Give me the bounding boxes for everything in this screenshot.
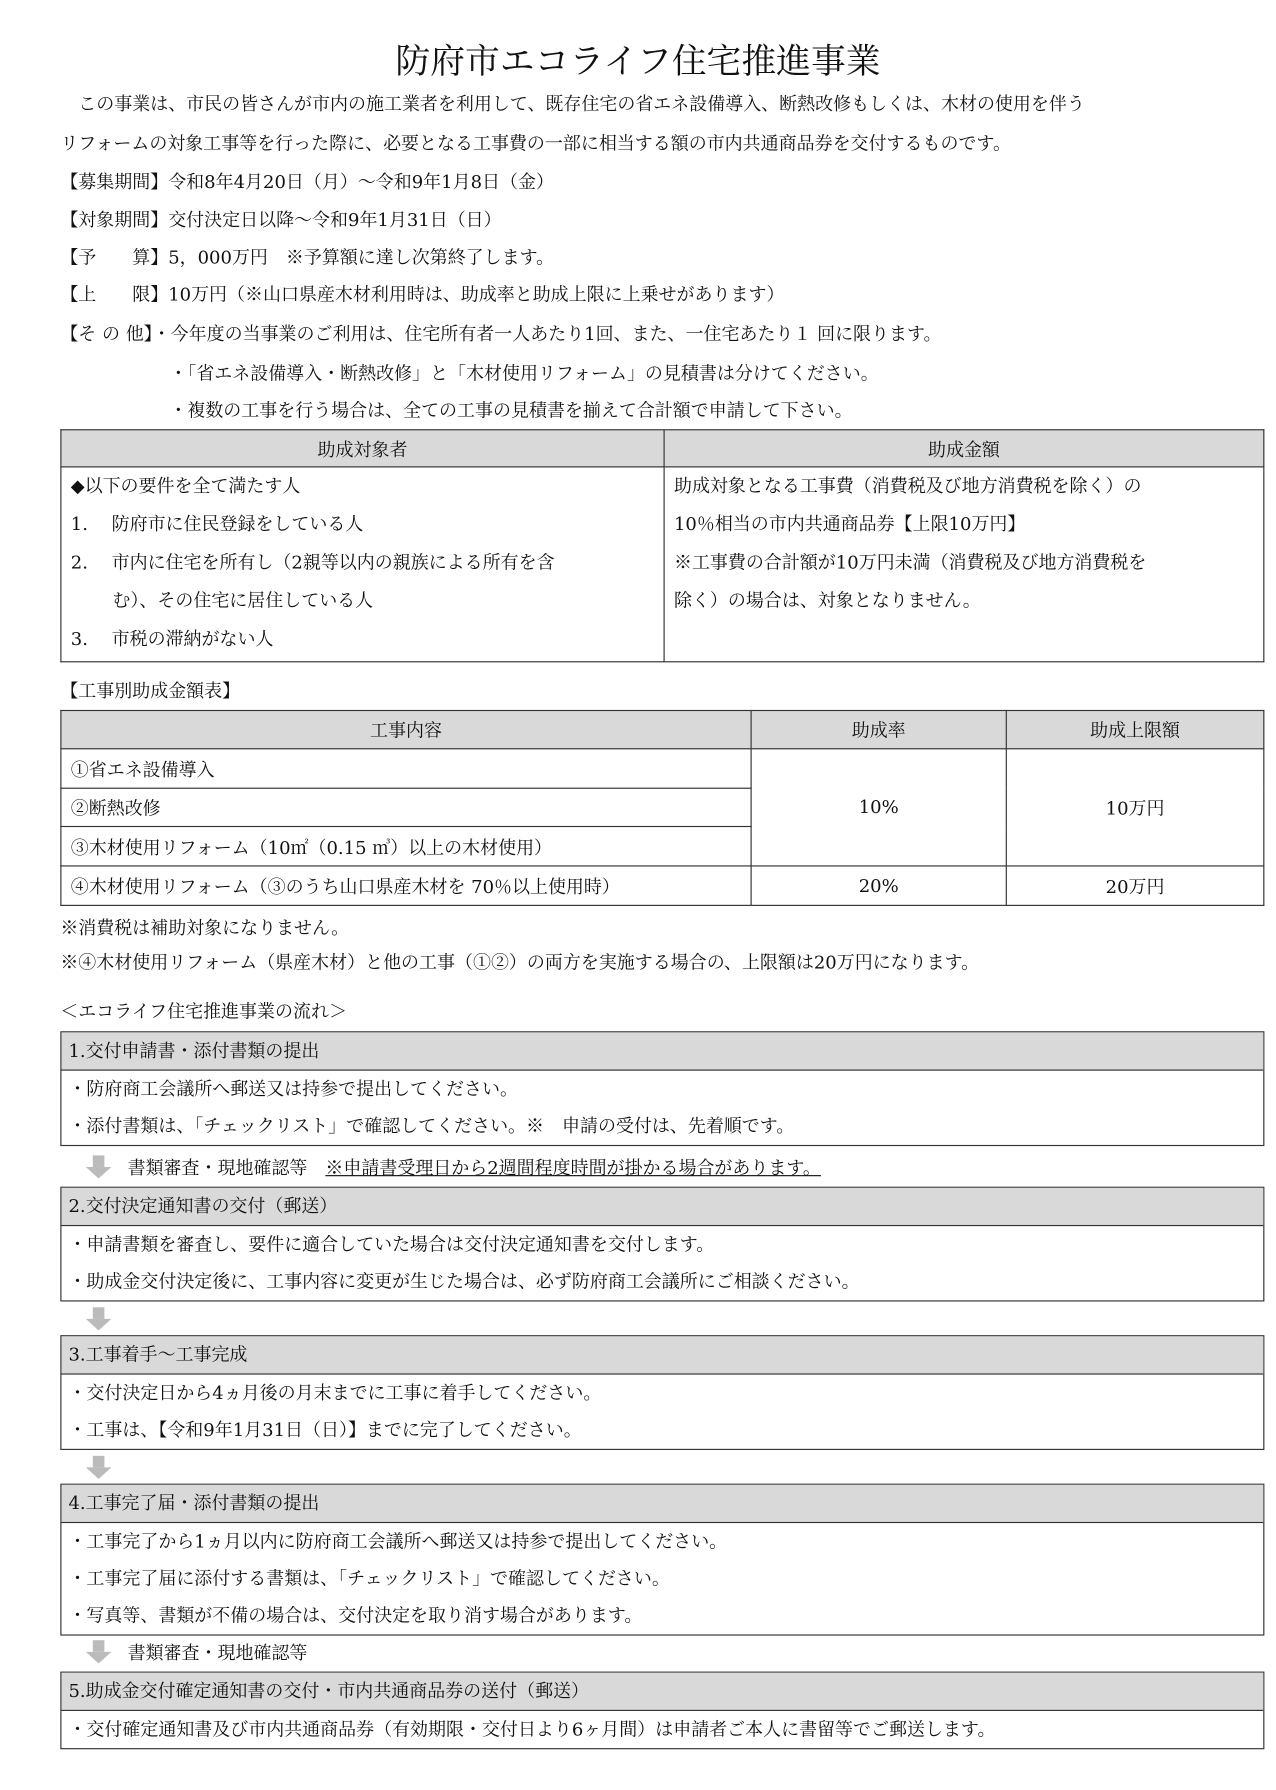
flow-step-1 [60,1031,1264,1146]
header-eligible: 助成対象者 [61,430,664,467]
step-line: ・助成金交付決定後に、工事内容に変更が生じた場合は、必ず防府商工会議所にご相談ください。 [68,1271,860,1293]
eligibility-item: ◆以下の要件を全て満たす人 [70,475,301,497]
step-heading: 3.工事着手～工事完成 [61,1336,1263,1374]
info-budget: 【予 算】5，000万円 ※予算額に達し次第終了します。 [60,247,555,268]
rate-value: 20% [751,866,1006,905]
step-line: ・写真等、書類が不備の場合は、交付決定を取り消す場合があります。 [68,1605,643,1627]
info-limit: 【上 限】10万円（※山口県産木材利用時は、助成率と助成上限に上乗せがあります） [60,284,785,306]
flow-step-5 [60,1672,1264,1750]
step-heading: 4.工事完了届・添付書類の提出 [61,1485,1263,1523]
step-heading: 1.交付申請書・添付書類の提出 [61,1032,1263,1070]
step-line: ・交付確定通知書及び市内共通商品券（有効期限・交付日より6ヶ月間）は申請者ご本人に書留等でご郵送します。 [68,1719,996,1740]
eligibility-item: む）、その住宅に居住している人 [70,590,374,612]
info-other-note: ・「省エネ設備導入・断熱改修」と「木材使用リフォーム」の見積書は分けてください。 [169,363,879,384]
rates-label: 【工事別助成金額表】 [60,680,241,702]
arrow-text: 書類審査・現地確認等 [127,1642,308,1664]
step-line: ・交付決定日から4ヵ月後の月末までに工事に着手してください。 [68,1382,602,1404]
eligibility-item: 1. 防府市に住民登録をしている人 [70,513,364,535]
step-line: ・申請書類を審査し、要件に適合していた場合は交付決定通知書を交付します。 [68,1234,715,1256]
info-recruitment: 【募集期間】令和8年4月20日（月）～令和9年1月8日（金） [60,171,554,193]
header-rate: 助成率 [751,711,1006,749]
eligibility-table [60,429,1264,662]
step-line: ・添付書類は、「チェックリスト」で確認してください。※ 申請の受付は、先着順です。 [68,1115,795,1137]
work-item: ④木材使用リフォーム（③のうち山口県産木材を 70％以上使用時） [61,866,751,905]
step-line: ・工事完了届に添付する書類は、「チェックリスト」で確認してください。 [68,1568,670,1590]
down-arrow-icon [86,1456,112,1479]
page-title: 防府市エコライフ住宅推進事業 [395,41,881,83]
flow-step-3 [60,1335,1264,1450]
amount-line: 助成対象となる工事費（消費税及び地方消費税を除く）の [673,475,1142,497]
step-line: ・工事完了から1ヵ月以内に防府商工会議所へ郵送又は持参で提出してください。 [68,1531,728,1553]
header-amount: 助成金額 [664,430,1264,467]
step-line: ・防府商工会議所へ郵送又は持参で提出してください。 [68,1078,518,1100]
intro-line: この事業は、市民の皆さんが市内の施工業者を利用して、既存住宅の省エネ設備導入、断熱改修もしくは、木材の使用を伴う [60,93,1085,115]
down-arrow-icon [86,1640,112,1663]
flow-step-2 [60,1187,1264,1302]
down-arrow-icon [86,1155,112,1178]
arrow-underlined-note: ※申請書受理日から2週間程度時間が掛かる場合があります。 [325,1157,821,1179]
step-line: ・工事は、【令和9年1月31日（日）】までに完了してください。 [68,1419,582,1441]
work-item: ①省エネ設備導入 [61,749,751,788]
rate-value: 10% [751,749,1006,866]
note: ※消費税は補助対象になりません。 [60,917,350,939]
arrow-text: 書類審査・現地確認等 [127,1157,308,1179]
amount-line: ※工事費の合計額が10万円未満（消費税及び地方消費税を [673,552,1147,574]
cap-value: 20万円 [1006,866,1264,905]
intro-line: リフォームの対象工事等を行った際に、必要となる工事費の一部に相当する額の市内共通商品券を交付するものです。 [60,133,1011,155]
header-cap: 助成上限額 [1006,711,1264,749]
info-other: 【そ の 他】・今年度の当事業のご利用は、住宅所有者一人あたり1回、また、一住宅あたり１ 回に限ります。 [60,323,942,345]
step-heading: 2.交付決定通知書の交付（郵送） [61,1188,1263,1226]
eligibility-item: 2. 市内に住宅を所有し（2親等以内の親族による所有を含 [70,552,555,574]
amount-line: 除く）の場合は、対象となりません。 [673,590,981,612]
info-target-period: 【対象期間】交付決定日以降～令和9年1月31日（日） [60,209,502,231]
note: ※④木材使用リフォーム（県産木材）と他の工事（①②）の両方を実施する場合の、上限額は20万円になります。 [60,952,980,974]
flow-step-4 [60,1484,1264,1636]
flow-title: ＜エコライフ住宅推進事業の流れ＞ [60,1001,347,1022]
eligibility-item: 3. 市税の滞納がない人 [70,628,274,650]
step-heading: 5.助成金交付確定通知書の交付・市内共通商品券の送付（郵送） [61,1673,1263,1711]
info-other-note: ・複数の工事を行う場合は、全ての工事の見積書を揃えて合計額で申請して下さい。 [169,400,853,422]
arrow-note [128,1155,821,1181]
down-arrow-icon [86,1307,112,1330]
header-work: 工事内容 [61,711,751,749]
work-item: ③木材使用リフォーム（10㎡（0.15 ㎥）以上の木材使用） [61,827,751,866]
rates-table [60,710,1264,906]
cap-value: 10万円 [1006,749,1264,866]
amount-line: 10％相当の市内共通商品券【上限10万円】 [673,513,1026,535]
work-item: ②断熱改修 [61,788,751,826]
